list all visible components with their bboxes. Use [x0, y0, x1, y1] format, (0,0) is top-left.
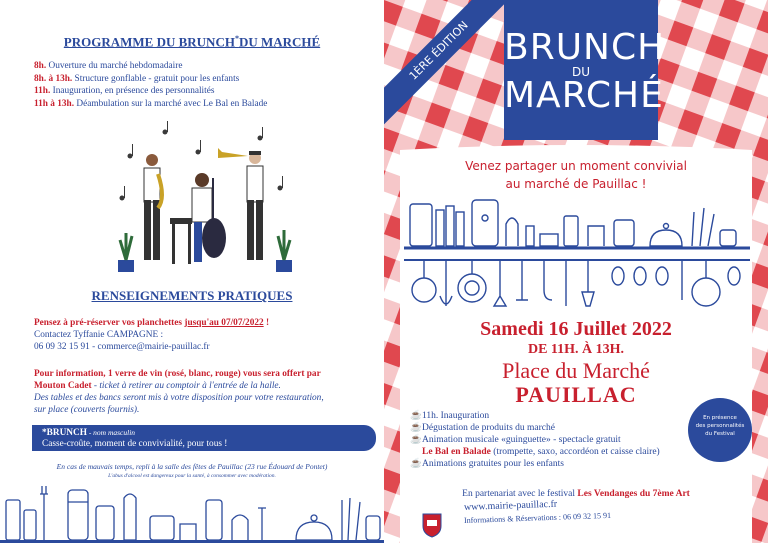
event-band-line: Le Bal en Balade (trompette, saxo, accordéon et caisse claire) — [422, 447, 660, 457]
programme-title-star: * — [234, 34, 239, 43]
personalities-badge: En présence des personnalités du Festival — [688, 398, 752, 462]
right-panel — [384, 0, 768, 543]
bad-weather-note: En cas de mauvais temps, repli à la salle des fêtes de Pauillac (23 rue Édouard de Pontet) — [56, 462, 328, 471]
event-item: ☕ Animations gratuites pour les enfants — [410, 459, 564, 469]
tagline-1: Venez partager un moment convivial — [465, 159, 687, 173]
title-marche: MARCHÉ — [504, 75, 664, 116]
cup-icon: ☕ — [410, 423, 422, 433]
programme-title-text-2: DU MARCHÉ — [238, 34, 321, 50]
event-item: ☕ 11h. Inauguration — [410, 411, 490, 421]
programme-item: 11h. Inauguration, en présence des personnalités — [34, 86, 215, 96]
rens-title: RENSEIGNEMENTS PRATIQUES — [91, 288, 293, 303]
title-box — [504, 0, 666, 140]
town-crest-icon — [421, 512, 443, 538]
programme-item: 11h à 13h. Déambulation sur la marché avec Le Bal en Balade — [34, 98, 268, 109]
partner-line: En partenariat avec le festival Les Vendanges du 7ème Art — [462, 489, 690, 499]
events-list — [410, 410, 660, 470]
programme-item: 8h. à 13h. Structure gonflable - gratuit pour les enfants — [34, 73, 240, 84]
programme-title — [0, 34, 384, 50]
event-date: Samedi 16 Juillet 2022 — [480, 318, 672, 340]
wine-block — [34, 368, 364, 416]
tables-line: Des tables et des bancs seront mis à votre disposition pour votre restauration, — [34, 393, 324, 403]
event-town: PAUILLAC — [515, 382, 637, 407]
programme-list — [34, 60, 267, 110]
brunch-definition: *BRUNCH - nom masculin Casse-croûte, moment de convivialité, pour tous ! — [32, 425, 376, 451]
kitchen-shelf-illustration — [404, 196, 750, 314]
wine-line-2: Mouton Cadet - ticket à retirer au comptoir à l'entrée de la halle. — [34, 381, 281, 391]
event-item: ☕ Dégustation de produits du marché — [410, 423, 555, 433]
event-hours: DE 11H. À 13H. — [527, 342, 625, 357]
tagline-2: au marché de Pauillac ! — [505, 177, 647, 191]
edition-text: 1ÈRE ÉDITION — [406, 18, 471, 83]
programme-item: 8h. Ouverture du marché hebdomadaire — [34, 61, 183, 71]
contact-line: 06 09 32 15 91 - commerce@mairie-pauillac.fr — [34, 342, 210, 352]
reservation-block — [34, 317, 364, 353]
tables-line-2: sur place (couverts fournis). — [34, 405, 140, 415]
cup-icon: ☕ — [410, 411, 422, 421]
wine-line: Pour information, 1 verre de vin (rosé, blanc, rouge) vous sera offert par — [34, 369, 321, 379]
title-brunch: BRUNCH — [504, 27, 666, 68]
info-line: Informations & Réservations : 06 09 32 15 91 — [463, 510, 612, 525]
title-du: DU — [571, 65, 591, 79]
cup-icon: ☕ — [410, 459, 422, 469]
cup-icon: ☕ — [410, 435, 422, 445]
contact-name: Contactez Tyffanie CAMPAGNE : — [34, 330, 164, 340]
programme-title-text: PROGRAMME DU BRUNCH — [63, 34, 235, 50]
alcohol-warning: L'abus d'alcool est dangereux pour la santé, à consommer avec modération. — [108, 473, 276, 479]
musicians-illustration — [110, 118, 300, 278]
reservation-line: Pensez à pré-réserver vos planchettes jusqu'au 07/07/2022 ! — [34, 318, 270, 328]
website-link[interactable]: www.mairie-pauillac.fr — [463, 498, 558, 513]
kitchen-utensils-strip — [0, 480, 384, 543]
event-item: ☕ Animation musicale «guinguette» - spectacle gratuit — [410, 435, 621, 445]
event-place: Place du Marché — [502, 358, 650, 383]
